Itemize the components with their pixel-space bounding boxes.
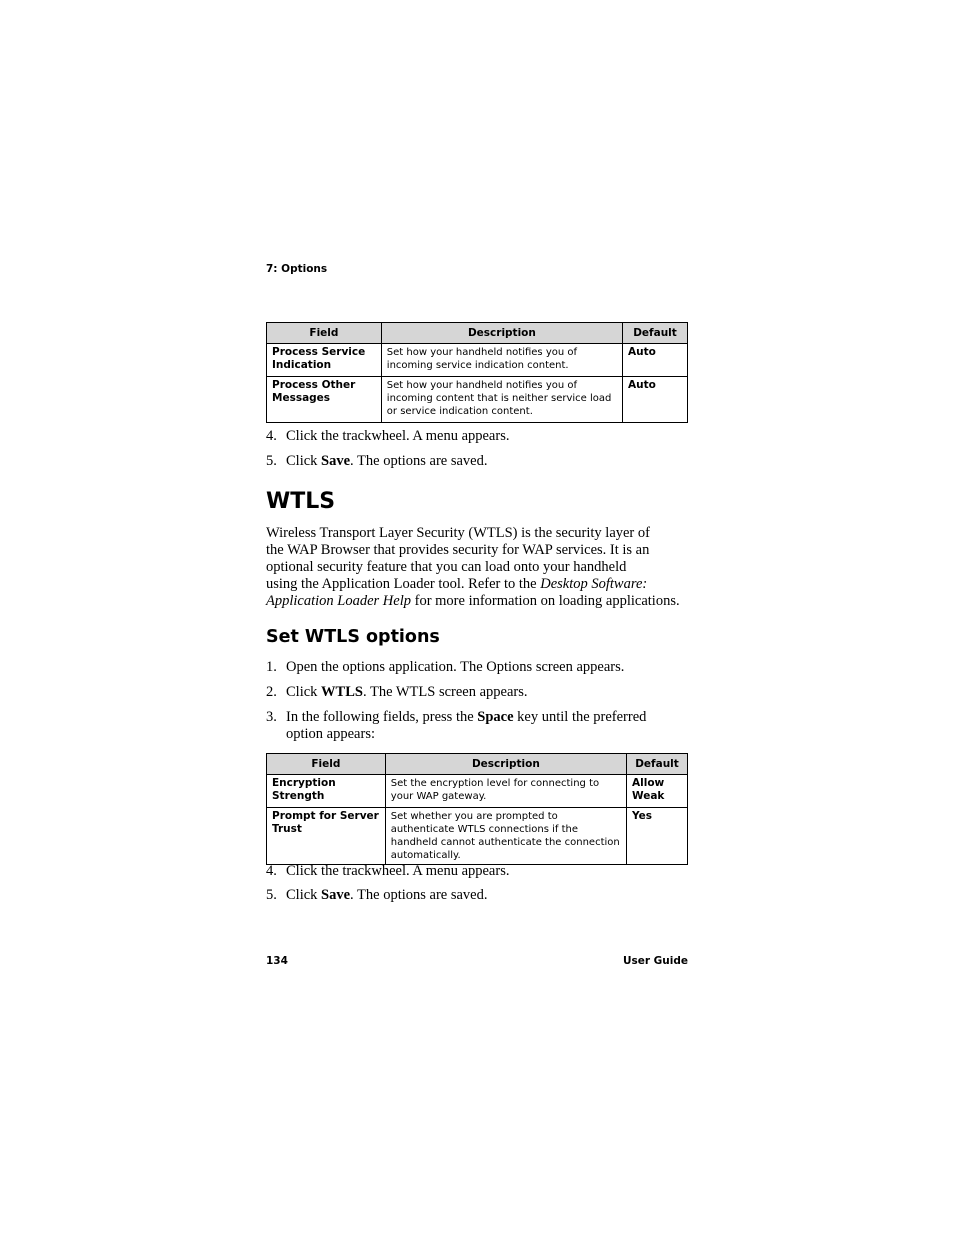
paragraph-line: Wireless Transport Layer Security (WTLS) is the security layer of <box>266 525 650 541</box>
step-text: Open the options application. The Options screen appears. <box>286 659 625 675</box>
table-row <box>267 377 688 423</box>
description-cell: Set the encryption level for connecting to your WAP gateway. <box>385 775 626 808</box>
list-item <box>266 887 696 904</box>
page-number: 134 <box>266 955 288 967</box>
list-item <box>266 659 696 676</box>
default-cell: Auto <box>623 377 688 423</box>
description-cell: Set whether you are prompted to authenticate WTLS connections if the handheld cannot authenticate the connection automatically. <box>385 808 626 865</box>
list-item <box>266 684 696 701</box>
column-header: Default <box>623 323 688 344</box>
field-cell: Encryption Strength <box>267 775 386 808</box>
section-paragraph <box>266 525 696 610</box>
options-table-2 <box>266 753 688 865</box>
options-table-1 <box>266 322 688 423</box>
list-item <box>266 428 696 445</box>
description-cell: Set how your handheld notifies you of incoming service indication content. <box>381 344 622 377</box>
step-text: Click the trackwheel. A menu appears. <box>286 428 510 444</box>
column-header: Field <box>267 323 382 344</box>
field-cell: Process Other Messages <box>267 377 382 423</box>
default-cell: Auto <box>623 344 688 377</box>
paragraph-line: Application Loader Help for more information on loading applications. <box>266 593 680 609</box>
paragraph-line: optional security feature that you can load onto your handheld <box>266 559 627 575</box>
default-cell: Yes <box>627 808 688 865</box>
step-number: 2. <box>266 684 277 700</box>
list-item <box>266 453 696 470</box>
table-row <box>267 775 688 808</box>
default-cell: Allow Weak <box>627 775 688 808</box>
paragraph-line: using the Application Loader tool. Refer to the Desktop Software: <box>266 576 648 592</box>
table-header-row <box>267 754 688 775</box>
step-number: 3. <box>266 709 277 725</box>
step-text: Click WTLS. The WTLS screen appears. <box>286 684 528 700</box>
step-text: Click Save. The options are saved. <box>286 453 488 469</box>
step-number: 4. <box>266 428 277 444</box>
column-header: Description <box>381 323 622 344</box>
table-row <box>267 344 688 377</box>
description-cell: Set how your handheld notifies you of incoming content that is neither service load or service indication content. <box>381 377 622 423</box>
step-text: Click the trackwheel. A menu appears. <box>286 863 510 879</box>
field-cell: Process Service Indication <box>267 344 382 377</box>
step-number: 5. <box>266 453 277 469</box>
step-text: Click Save. The options are saved. <box>286 887 488 903</box>
list-item <box>266 709 686 743</box>
field-cell: Prompt for Server Trust <box>267 808 386 865</box>
step-number: 4. <box>266 863 277 879</box>
running-header: 7: Options <box>266 263 328 275</box>
column-header: Default <box>627 754 688 775</box>
step-number: 5. <box>266 887 277 903</box>
column-header: Description <box>385 754 626 775</box>
running-footer: User Guide <box>622 955 688 967</box>
table-row <box>267 808 688 865</box>
step-text: In the following fields, press the Space key until the preferred option appears: <box>286 709 647 742</box>
step-number: 1. <box>266 659 277 675</box>
section-title: WTLS <box>266 489 336 514</box>
paragraph-line: the WAP Browser that provides security for WAP services. It is an <box>266 542 650 558</box>
list-item <box>266 863 696 880</box>
subsection-title: Set WTLS options <box>266 627 440 647</box>
column-header: Field <box>267 754 386 775</box>
table-header-row <box>267 323 688 344</box>
